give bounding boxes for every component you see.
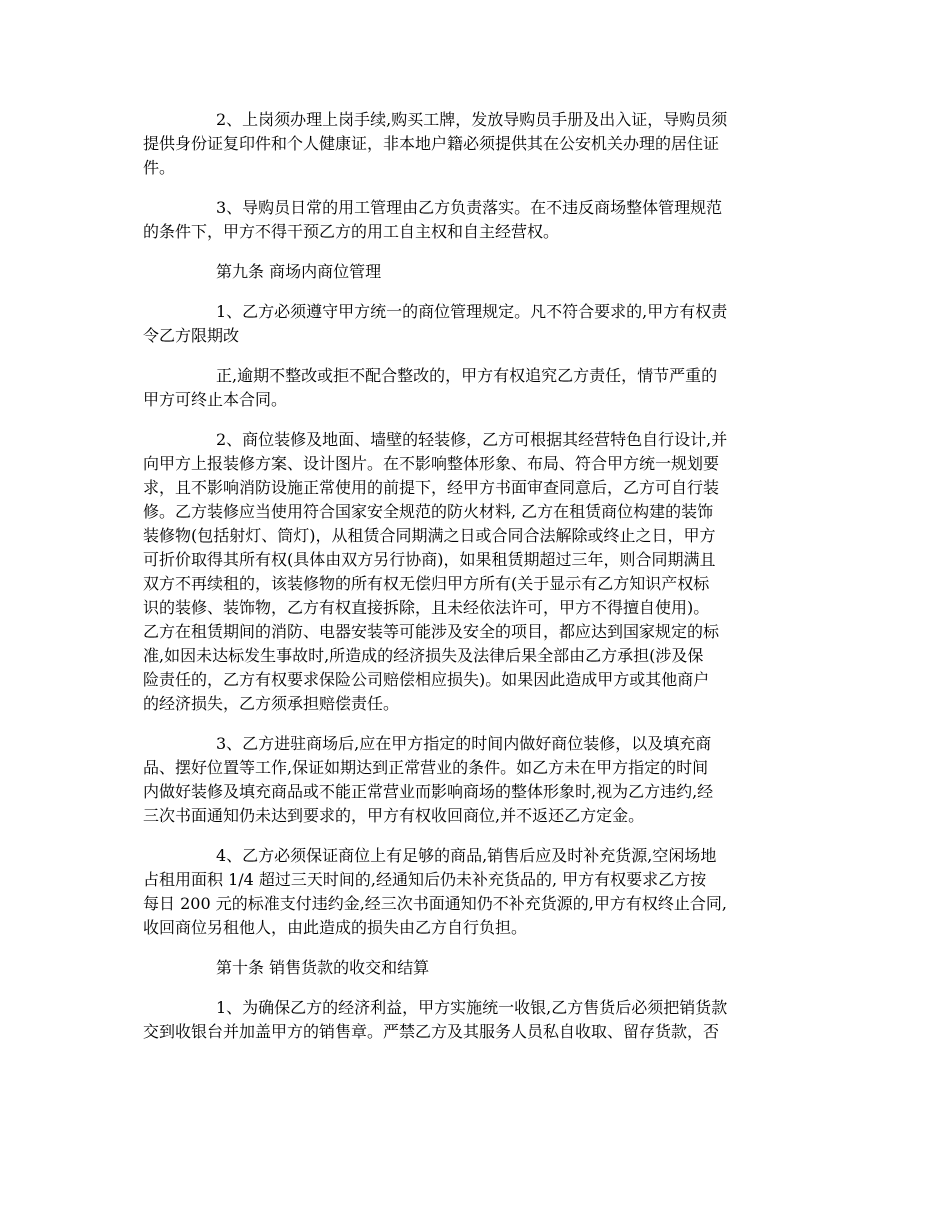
paragraph-line: 4、乙方必须保证商位上有足够的商品,销售后应及时补充货源,空闲场地	[216, 846, 717, 865]
paragraph-line: 三次书面通知仍未达到要求的，甲方有权收回商位,并不返还乙方定金。	[143, 806, 645, 825]
paragraph-line: 交到收银台并加盖甲方的销售章。严禁乙方及其服务人员私自收取、留存货款，否	[143, 1022, 720, 1041]
paragraph-line: 1、乙方必须遵守甲方统一的商位管理规定。凡不符合要求的,甲方有权责	[216, 302, 728, 321]
paragraph-line: 品、摆好位置等工作,保证如期达到正常营业的条件。如乙方未在甲方指定的时间	[143, 758, 709, 777]
paragraph-line: 令乙方限期改	[143, 326, 240, 345]
paragraph-line: 求，且不影响消防设施正常使用的前提下，经甲方书面审查同意后，乙方可自行装	[143, 478, 720, 497]
paragraph-line: 的条件下，甲方不得干预乙方的用工自主权和自主经营权。	[143, 222, 560, 241]
document-page	[143, 108, 815, 1060]
paragraph-line: 收回商位另租他人，由此造成的损失由乙方自行负担。	[143, 918, 528, 937]
paragraph-line: 修。乙方装修应当使用符合国家安全规范的防火材料, 乙方在租赁商位构建的装饰	[143, 502, 714, 521]
paragraph-line: 的经济损失，乙方须承担赔偿责任。	[143, 694, 400, 713]
paragraph-line: 准,如因未达标发生事故时,所造成的经济损失及法律后果全部由乙方承担(涉及保	[143, 646, 704, 665]
paragraph-line: 提供身份证复印件和个人健康证，非本地户籍必须提供其在公安机关办理的居住证	[143, 134, 720, 153]
paragraph-line: 险责任的，乙方有权要求保险公司赔偿相应损失)。如果因此造成甲方或其他商户	[143, 670, 710, 689]
paragraph-line: 向甲方上报装修方案、设计图片。在不影响整体形象、布局、符合甲方统一规划要	[143, 454, 720, 473]
paragraph-line: 每日 200 元的标准支付违约金,经三次书面通知仍不补充货源的,甲方有权终止合同,	[143, 894, 727, 913]
paragraph-line: 2、上岗须办理上岗手续,购买工牌，发放导购员手册及出入证，导购员须	[216, 110, 728, 129]
paragraph	[143, 732, 815, 828]
paragraph	[143, 364, 815, 412]
paragraph-line: 双方不再续租的，该装修物的所有权无偿归甲方所有(关于显示有乙方知识产权标	[143, 574, 710, 593]
paragraph-line: 内做好装修及填充商品或不能正常营业而影响商场的整体形象时,视为乙方违约,经	[143, 782, 714, 801]
paragraph-line: 3、导购员日常的用工管理由乙方负责落实。在不违反商场整体管理规范	[216, 198, 723, 217]
paragraph-line: 正,逾期不整改或拒不配合整改的，甲方有权追究乙方责任，情节严重的	[216, 366, 718, 385]
paragraph-line: 乙方在租赁期间的消防、电器安装等可能涉及安全的项目，都应达到国家规定的标	[143, 622, 720, 641]
paragraph-line: 装修物(包括射灯、筒灯)，从租赁合同期满之日或合同合法解除或终止之日，甲方	[143, 526, 716, 545]
paragraph	[143, 844, 815, 940]
paragraph-line: 占租用面积 1/4 超过三天时间的,经通知后仍未补充货品的, 甲方有权要求乙方按	[143, 870, 707, 889]
paragraph	[143, 108, 815, 180]
paragraph-line: 件。	[143, 158, 176, 177]
paragraph-line: 3、乙方进驻商场后,应在甲方指定的时间内做好商位装修，以及填充商	[216, 734, 712, 753]
paragraph-line: 1、为确保乙方的经济利益，甲方实施统一收银,乙方售货后必须把销货款	[216, 998, 728, 1017]
paragraph-line: 甲方可终止本合同。	[143, 390, 288, 409]
paragraph-line: 2、商位装修及地面、墙壁的轻装修，乙方可根据其经营特色自行设计,并	[216, 430, 728, 449]
paragraph	[143, 428, 815, 716]
paragraph	[143, 996, 815, 1044]
paragraph	[143, 300, 815, 348]
section-heading: 第九条 商场内商位管理	[216, 262, 382, 281]
paragraph-line: 可折价取得其所有权(具体由双方另行协商)，如果租赁期超过三年，则合同期满且	[143, 550, 716, 569]
section-heading: 第十条 销售货款的收交和结算	[216, 958, 430, 977]
paragraph	[143, 196, 815, 244]
paragraph-line: 识的装修、装饰物，乙方有权直接拆除，且未经依法许可，甲方不得擅自使用)。	[143, 598, 710, 617]
